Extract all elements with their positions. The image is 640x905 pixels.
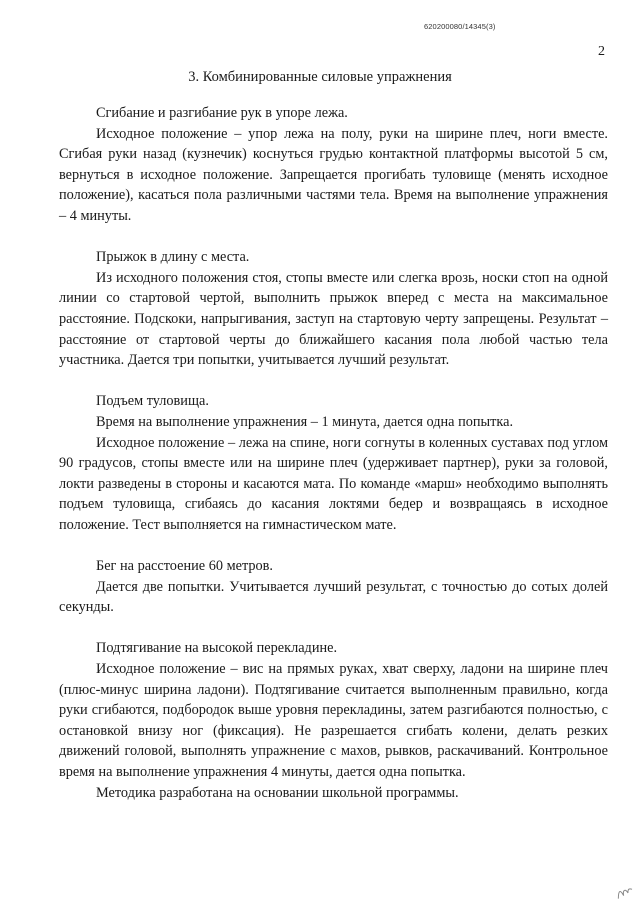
exercise-long-jump bbox=[59, 247, 608, 371]
exercise-paragraph: Исходное положение – упор лежа на полу, руки на ширине плеч, ноги вместе. Сгибая руки назад (кузнечик) коснуться грудью контактной платформы высотой 5 см, вернуться в исходное положение. Запрещается прогибать туловище (менять исходное положение), касаться пола различными частями тела. Время на выполнение упражнения – 4 минуты. bbox=[59, 125, 608, 224]
section-title: 3. Комбинированные силовые упражнения bbox=[188, 69, 452, 85]
exercise-paragraph: Дается две попытки. Учитывается лучший результат, с точностью до сотых долей секунды. bbox=[59, 578, 608, 616]
exercise-heading: Сгибание и разгибание рук в упоре лежа. bbox=[96, 105, 348, 121]
methodology-note: Методика разработана на основании школьной программы. bbox=[96, 784, 459, 801]
exercise-paragraph: Исходное положение – лежа на спине, ноги согнуты в коленных суставах под углом 90 градусов, стопы вместе или на ширине плеч (удерживает партнер), руки за головой, локти разведены в стороны и касаются мата. По команде «марш» необходимо выполнять подъем туловища, сгибаясь до касания локтями бедер и возвращаясь в исходное положение. Тест выполняется на гимнастическом мате. bbox=[59, 434, 608, 533]
handwritten-signature bbox=[614, 883, 636, 903]
exercise-paragraph: Исходное положение – вис на прямых руках, хват сверху, ладони на ширине плеч (плюс-минус ширина ладони). Подтягивание считается выполненным правильно, когда руки сгибаются, подбородок выше уровня перекладины, затем разгибаются полностью, с остановкой внизу ног (фиксация). Не разрешается сгибать колени, делать резких движений головой, выполнять упражнение с махов, рывков, раскачиваний. Контрольное время на выполнение упражнения 4 минуты, дается одна попытка. bbox=[59, 661, 608, 780]
exercise-pull-ups bbox=[59, 638, 608, 803]
page-number: 2 bbox=[598, 44, 605, 59]
exercise-heading: Подтягивание на высокой перекладине. bbox=[96, 640, 338, 657]
exercise-sprint bbox=[59, 556, 608, 618]
exercise-heading: Подъем туловища. bbox=[96, 393, 209, 410]
exercise-heading: Бег на расстоение 60 метров. bbox=[96, 558, 274, 575]
exercise-push-ups bbox=[59, 103, 608, 227]
exercise-paragraph: Время на выполнение упражнения – 1 минута, дается одна попытка. bbox=[96, 413, 514, 430]
exercise-paragraph: Из исходного положения стоя, стопы вместе или слегка врозь, носки стоп на одной линии со стартовой чертой, выполнить прыжок вперед с места на максимальное расстояние. Подскоки, напрыгивания, заступ на стартовую черту запрещены. Результат – расстояние от стартовой черты до ближайшего касания пола любой частью тела участника. Дается три попытки, учитывается лучший результат. bbox=[59, 269, 608, 369]
document-body bbox=[59, 103, 608, 824]
exercise-sit-ups bbox=[59, 391, 608, 535]
exercise-heading: Прыжок в длину с места. bbox=[96, 249, 250, 266]
signature-scribble-icon bbox=[614, 883, 635, 900]
document-id: 620200080/14345(3) bbox=[424, 22, 496, 31]
